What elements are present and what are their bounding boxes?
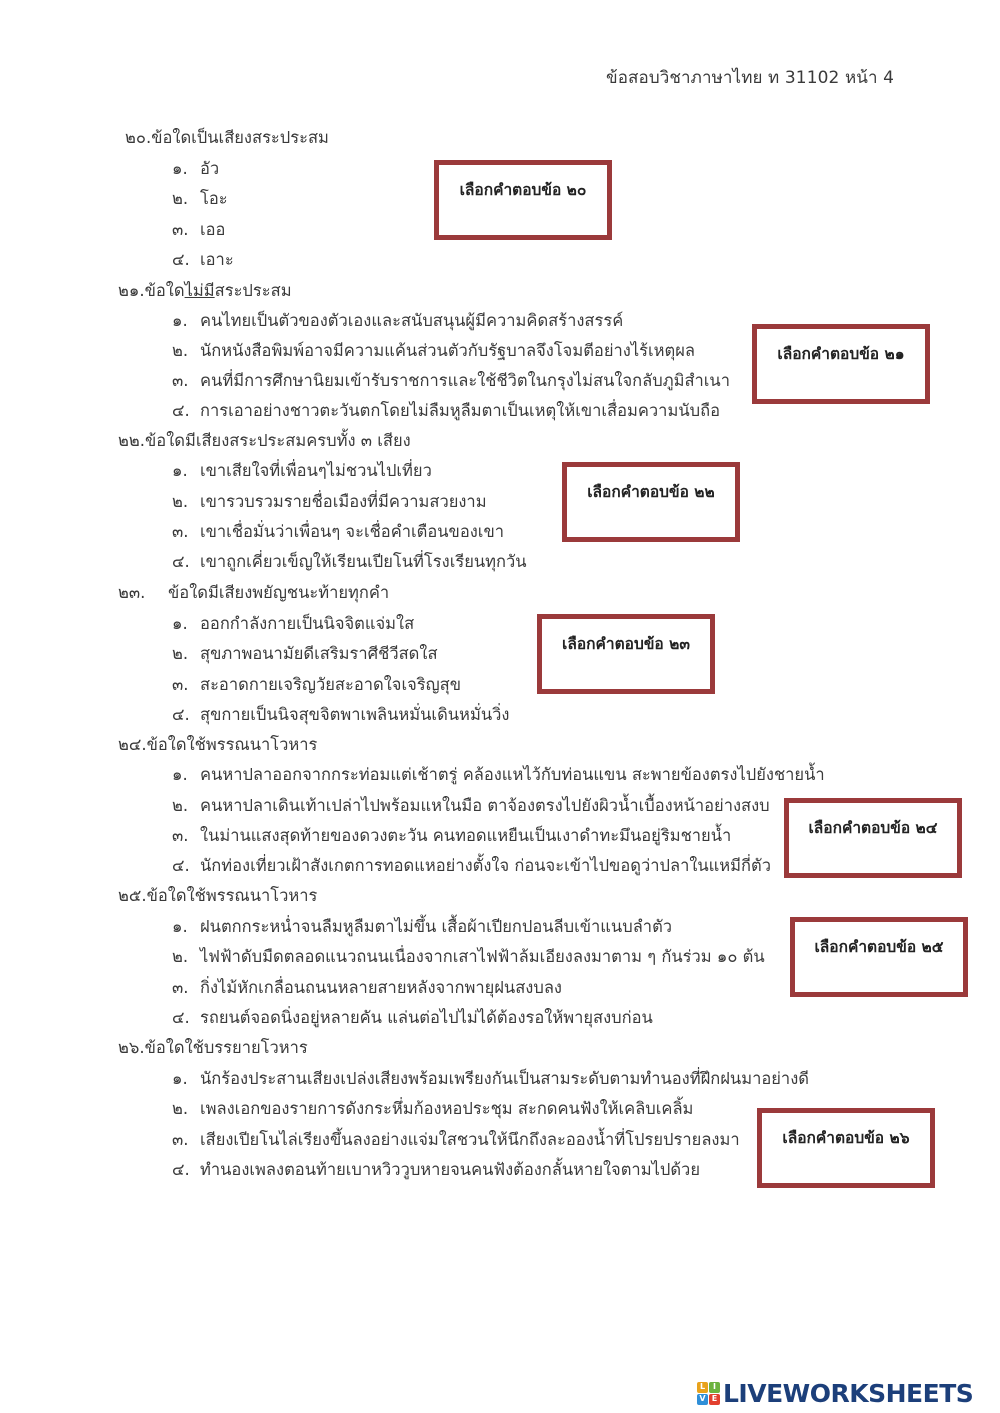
question-prompt: ข้อใดมีเสียงพยัญชนะท้ายทุกคำ [168,583,390,602]
answer-box-21[interactable] [752,324,930,404]
question-21-choice-4 [172,399,720,423]
choice-text: โอะ [200,189,228,208]
choice-number: ๔. [172,401,190,420]
question-20-choice-2 [172,187,228,211]
choice-number: ๒. [172,341,189,360]
choice-text: สุขกายเป็นนิจสุขจิตพาเพลินหมั่นเดินหมั่นวิ่ง [200,705,510,724]
choice-number: ๔. [172,552,190,571]
choice-text: ฝนตกกระหน่ำจนลืมหูลืมตาไม่ขึ้น เสื้อผ้าเปียกปอนลีบเข้าแนบลำตัว [200,917,673,936]
answer-box-label: เลือกคำตอบข้อ ๒๖ [782,1129,910,1147]
choice-number: ๓. [172,826,189,845]
choice-text: อัว [200,159,220,178]
question-25-choice-1 [172,915,672,939]
question-20-choice-3 [172,218,225,242]
choice-number: ๔. [172,250,190,269]
question-26-choice-3 [172,1128,740,1152]
choice-number: ๓. [172,522,189,541]
question-21-title [118,279,292,303]
choice-number: ๔. [172,705,190,724]
choice-number: ๓. [172,371,189,390]
choice-text: ไฟฟ้าดับมืดตลอดแนวถนนเนื่องจากเสาไฟฟ้าล้มเอียงลงมาตาม ๆ กันร่วม ๑๐ ต้น [200,947,765,966]
question-prompt: ข้อใด [144,281,185,300]
answer-box-23[interactable] [537,614,715,694]
question-26-choice-2 [172,1097,693,1121]
question-24-choice-2 [172,794,770,818]
liveworksheets-logo [697,1378,973,1408]
choice-text: เอาะ [200,250,234,269]
answer-box-25[interactable] [790,917,968,997]
question-23-title [118,581,389,605]
question-25-title [118,884,317,908]
question-20-choice-1 [172,157,219,181]
question-22-choice-1 [172,459,432,483]
choice-text: เขาเสียใจที่เพื่อนๆไม่ชวนไปเที่ยว [200,461,432,480]
question-number: ๒๒. [118,431,145,450]
question-21-choice-2 [172,339,695,363]
question-25-choice-2 [172,945,765,969]
question-24-choice-1 [172,763,825,787]
question-prompt: ข้อใดใช้พรรณนาโวหาร [146,886,318,905]
choice-text: เออ [200,220,226,239]
answer-box-label: เลือกคำตอบข้อ ๒๔ [808,819,938,837]
question-23-choice-3 [172,673,461,697]
page-header-title: ข้อสอบวิชาภาษาไทย ท 31102 หน้า 4 [606,68,895,88]
choice-text: รถยนต์จอดนิ่งอยู่หลายคัน แล่นต่อไปไม่ได้ต้องรอให้พายุสงบก่อน [200,1008,653,1027]
question-20-choice-4 [172,248,234,272]
choice-number: ๒. [172,947,189,966]
question-22-title [118,429,411,453]
choice-number: ๒. [172,796,189,815]
question-23-choice-4 [172,703,509,727]
question-22-choice-3 [172,520,504,544]
answer-box-22[interactable] [562,462,740,542]
choice-number: ๒. [172,189,189,208]
question-21-choice-3 [172,369,730,393]
question-prompt: ข้อใดมีเสียงสระประสมครบทั้ง ๓ เสียง [145,431,411,450]
choice-number: ๑. [172,1069,188,1088]
choice-text: คนหาปลาเดินเท้าเปล่าไปพร้อมแหในมือ ตาจ้องตรงไปยังผิวน้ำเบื้องหน้าอย่างสงบ [200,796,770,815]
choice-text: ออกกำลังกายเป็นนิจจิตแจ่มใส [200,614,415,633]
logo-tile-e: E [709,1394,720,1405]
question-20-title [125,126,329,150]
choice-number: ๑. [172,765,188,784]
answer-box-label: เลือกคำตอบข้อ ๒๐ [459,181,587,199]
question-23-choice-2 [172,642,438,666]
answer-box-label: เลือกคำตอบข้อ ๒๕ [814,938,944,956]
question-number: ๒๕. [118,886,147,905]
choice-text: คนหาปลาออกจากกระท่อมแต่เช้าตรู่ คล้องแหไว้กับท่อนแขน สะพายข้องตรงไปยังชายน้ำ [200,765,825,784]
logo-tiles-icon [697,1382,720,1405]
choice-text: สะอาดกายเจริญวัยสะอาดใจเจริญสุข [200,675,462,694]
question-prompt-emphasis: ไม่มี [184,281,215,300]
question-24-title [118,733,317,757]
choice-text: คนไทยเป็นตัวของตัวเองและสนับสนุนผู้มีความคิดสร้างสรรค์ [200,311,624,330]
question-number: ๒๖. [118,1038,145,1057]
logo-text: LIVEWORKSHEETS [723,1378,974,1408]
choice-text: กิ่งไม้หักเกลื่อนถนนหลายสายหลังจากพายุฝนสงบลง [200,978,562,997]
question-26-choice-4 [172,1158,700,1182]
logo-tile-l: L [697,1382,708,1393]
answer-box-24[interactable] [784,798,962,878]
question-22-choice-2 [172,490,487,514]
question-25-choice-3 [172,976,562,1000]
choice-text: นักหนังสือพิมพ์อาจมีความแค้นส่วนตัวกับรัฐบาลจึงโจมตีอย่างไร้เหตุผล [200,341,695,360]
choice-number: ๓. [172,675,189,694]
choice-text: ทำนองเพลงตอนท้ายเบาหวิววูบหายจนคนฟังต้องกลั้นหายใจตามไปด้วย [200,1160,700,1179]
choice-number: ๒. [172,1099,189,1118]
question-26-title [118,1036,308,1060]
choice-number: ๑. [172,614,188,633]
question-prompt: ข้อใดเป็นเสียงสระประสม [151,128,329,147]
answer-box-26[interactable] [757,1108,935,1188]
answer-box-label: เลือกคำตอบข้อ ๒๓ [562,635,690,653]
question-prompt: ข้อใดใช้พรรณนาโวหาร [146,735,318,754]
choice-number: ๓. [172,1130,189,1149]
question-prompt-end: สระประสม [214,281,292,300]
choice-number: ๒. [172,644,189,663]
choice-text: เขาเชื่อมั่นว่าเพื่อนๆ จะเชื่อคำเตือนของเขา [200,522,504,541]
question-prompt: ข้อใดใช้บรรยายโวหาร [144,1038,308,1057]
question-26-choice-1 [172,1067,809,1091]
answer-box-label: เลือกคำตอบข้อ ๒๒ [587,483,715,501]
question-23-choice-1 [172,612,414,636]
question-25-choice-4 [172,1006,653,1030]
choice-text: เสียงเปียโนไล่เรียงขึ้นลงอย่างแจ่มใสชวนให้นึกถึงละอองน้ำที่โปรยปรายลงมา [200,1130,740,1149]
choice-number: ๔. [172,1160,190,1179]
choice-text: นักร้องประสานเสียงเปล่งเสียงพร้อมเพรียงกันเป็นสามระดับตามทำนองที่ฝึกฝนมาอย่างดี [200,1069,809,1088]
choice-text: สุขภาพอนามัยดีเสริมราศีชีวีสดใส [200,644,438,663]
question-number: ๒๔. [118,735,147,754]
choice-number: ๑. [172,311,188,330]
choice-text: เขารวบรวมรายชื่อเมืองที่มีความสวยงาม [200,492,487,511]
choice-text: คนที่มีการศึกษานิยมเข้ารับราชการและใช้ชีวิตในกรุงไม่สนใจกลับภูมิสำเนา [200,371,730,390]
choice-text: การเอาอย่างชาวตะวันตกโดยไม่ลืมหูลืมตาเป็นเหตุให้เขาเสื่อมความนับถือ [200,401,720,420]
choice-number: ๑. [172,159,188,178]
answer-box-20[interactable] [434,160,612,240]
choice-number: ๓. [172,220,189,239]
choice-number: ๓. [172,978,189,997]
choice-text: ในม่านแสงสุดท้ายของดวงตะวัน คนทอดแหยืนเป็นเงาดำทะมึนอยู่ริมชายน้ำ [200,826,732,845]
answer-box-label: เลือกคำตอบข้อ ๒๑ [777,345,905,363]
question-22-choice-4 [172,550,527,574]
logo-tile-i: I [709,1382,720,1393]
choice-text: เขาถูกเคี่ยวเข็ญให้เรียนเปียโนที่โรงเรียนทุกวัน [200,552,527,571]
logo-tile-v: V [697,1394,708,1405]
question-number: ๒๐. [125,128,152,147]
question-number: ๒๓. [118,583,146,602]
choice-text: เพลงเอกของรายการดังกระหึ่มก้องหอประชุม สะกดคนฟังให้เคลิบเคลิ้ม [200,1099,694,1118]
choice-number: ๑. [172,917,188,936]
question-21-choice-1 [172,309,623,333]
choice-number: ๒. [172,492,189,511]
question-number: ๒๑. [118,281,145,300]
choice-number: ๔. [172,1008,190,1027]
question-24-choice-4 [172,854,771,878]
choice-text: นักท่องเที่ยวเฝ้าสังเกตการทอดแหอย่างตั้งใจ ก่อนจะเข้าไปขอดูว่าปลาในแหมีกี่ตัว [200,856,772,875]
choice-number: ๑. [172,461,188,480]
choice-number: ๔. [172,856,190,875]
question-24-choice-3 [172,824,731,848]
